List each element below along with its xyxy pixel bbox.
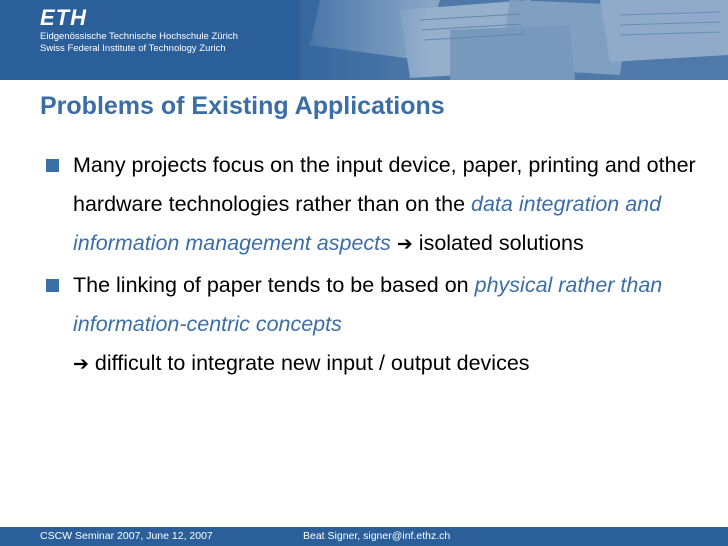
bullet-1-conclusion: isolated solutions — [412, 230, 584, 255]
bullet-square-icon — [46, 279, 59, 292]
bullet-list — [40, 146, 700, 387]
eth-logo: ETH — [40, 5, 87, 30]
right-arrow-icon: ➔ — [73, 352, 89, 375]
bullet-1-emphasis: data integration and information management aspects — [73, 191, 662, 255]
bullet-square-icon — [46, 159, 59, 172]
header-banner — [0, 0, 728, 80]
header-fade — [250, 0, 430, 80]
slide-title: Problems of Existing Applications — [40, 92, 445, 120]
institution-name-de: Eidgenössische Technische Hochschule Zürich — [40, 31, 238, 42]
footer-event: CSCW Seminar 2007, June 12, 2007 — [40, 530, 213, 542]
bullet-item-2 — [40, 266, 700, 383]
footer-author: Beat Signer, signer@inf.ethz.ch — [303, 530, 451, 542]
bullet-1-text: Many projects focus on the input device, paper, printing and other hardware technologies rather than on the — [73, 153, 696, 216]
bullet-item-1 — [40, 146, 700, 263]
right-arrow-icon: ➔ — [396, 232, 413, 255]
institution-name-en: Swiss Federal Institute of Technology Zurich — [40, 43, 226, 54]
footer-bar — [0, 527, 728, 546]
bullet-2-conclusion: difficult to integrate new input / output devices — [88, 350, 530, 375]
bullet-2-text: The linking of paper tends to be based on — [73, 273, 475, 298]
bullet-2-emphasis: physical rather than information-centric concepts — [73, 273, 663, 337]
